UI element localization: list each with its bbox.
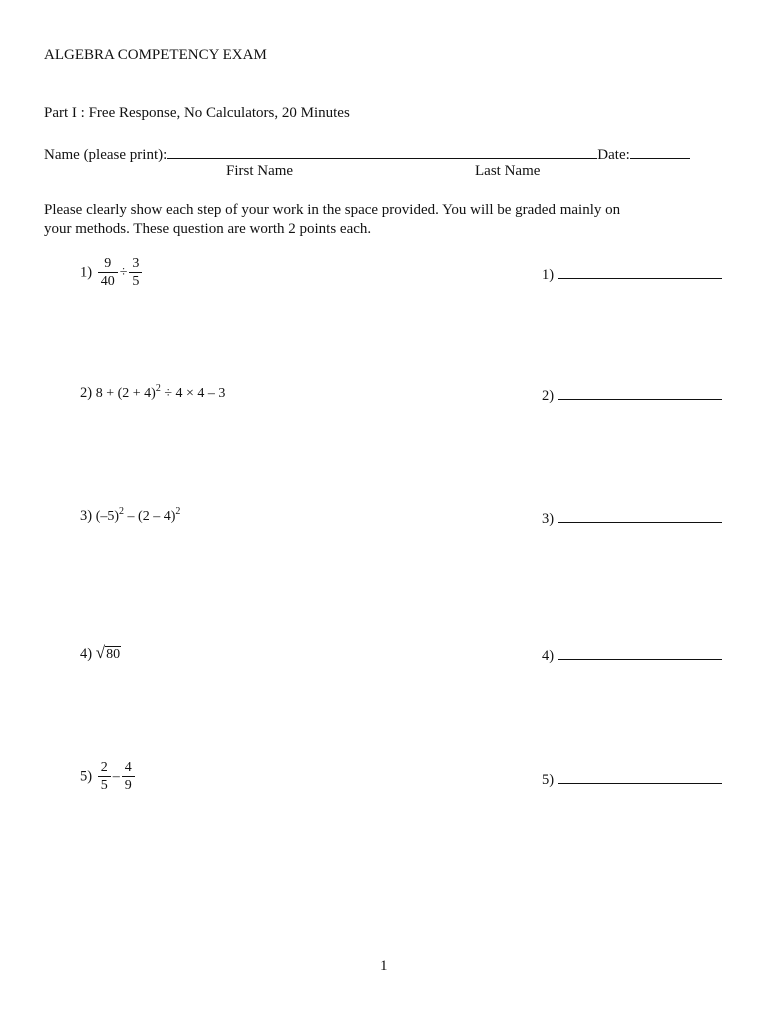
part-description: Part I : Free Response, No Calculators, 20 Minutes (44, 105, 350, 121)
denominator: 5 (132, 274, 140, 289)
last-name-label: Last Name (475, 163, 541, 179)
fraction (122, 760, 135, 794)
fraction (98, 760, 111, 794)
square-root (96, 643, 121, 663)
expression (95, 383, 226, 401)
date-field[interactable] (630, 144, 690, 159)
question-number: 5) (80, 768, 93, 785)
answer-label: 4) (542, 648, 555, 664)
expression-part: – (2 – 4) (124, 509, 176, 524)
name-field[interactable] (167, 144, 597, 159)
answer-3[interactable] (542, 508, 722, 528)
operator: ÷ (119, 265, 128, 280)
question-5 (80, 760, 137, 794)
numerator: 4 (122, 760, 135, 777)
exam-title: ALGEBRA COMPETENCY EXAM (44, 47, 267, 63)
denominator: 9 (124, 778, 132, 793)
question-number: 2) (80, 385, 93, 401)
fraction (98, 256, 118, 290)
exponent: 2 (175, 506, 181, 517)
question-2 (80, 385, 225, 402)
expression-part: 8 + (2 + 4) (95, 386, 156, 401)
answer-blank[interactable] (558, 645, 722, 660)
question-4 (80, 643, 121, 663)
date-label: Date: (597, 147, 630, 163)
answer-1[interactable] (542, 264, 722, 284)
expression (95, 506, 181, 524)
numerator: 9 (98, 256, 118, 273)
exponent: 2 (119, 506, 125, 517)
instructions-line-1: Please clearly show each step of your work in the space provided. You will be graded mainly on (44, 202, 621, 218)
fraction (129, 256, 142, 290)
first-name-label: First Name (226, 163, 294, 179)
answer-5[interactable] (542, 769, 722, 789)
operator: – (112, 769, 120, 784)
question-number: 1) (80, 264, 93, 281)
numerator: 2 (98, 760, 111, 777)
answer-blank[interactable] (558, 385, 722, 400)
answer-4[interactable] (542, 645, 722, 665)
question-number: 4) (80, 646, 93, 662)
denominator: 40 (100, 274, 115, 289)
question-1 (80, 256, 144, 290)
expression-part: ÷ 4 × 4 – 3 (160, 386, 226, 401)
answer-blank[interactable] (558, 264, 722, 279)
answer-label: 1) (542, 267, 555, 283)
instructions-line-2: your methods. These question are worth 2 points each. (44, 221, 372, 237)
answer-label: 5) (542, 772, 555, 788)
answer-blank[interactable] (558, 769, 722, 784)
expression-part: (–5) (95, 509, 120, 524)
name-row (44, 144, 690, 164)
question-3 (80, 508, 180, 525)
exponent: 2 (155, 383, 161, 394)
answer-blank[interactable] (558, 508, 722, 523)
answer-2[interactable] (542, 385, 722, 405)
name-label: Name (please print): (44, 147, 168, 163)
answer-label: 2) (542, 388, 555, 404)
question-number: 3) (80, 508, 93, 524)
denominator: 5 (100, 778, 108, 793)
page-number: 1 (380, 958, 388, 974)
numerator: 3 (129, 256, 142, 273)
radical-sign: √ (95, 643, 106, 662)
radicand: 80 (106, 647, 121, 662)
answer-label: 3) (542, 511, 555, 527)
